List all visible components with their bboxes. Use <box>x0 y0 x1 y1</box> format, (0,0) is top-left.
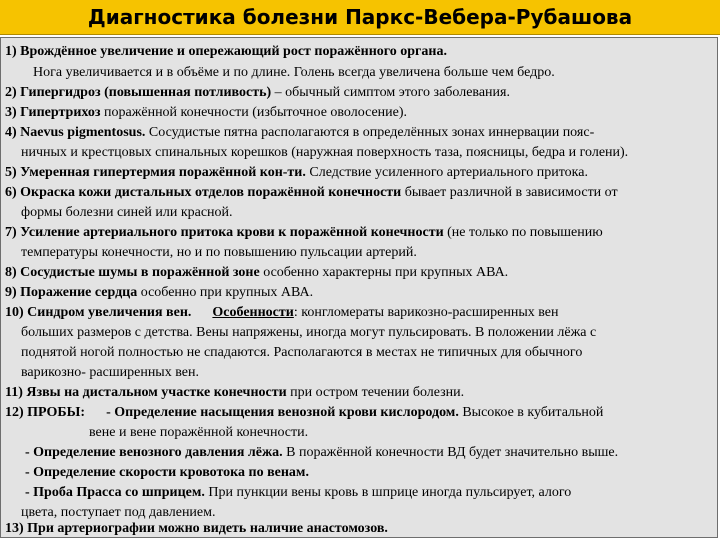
line-21: - Определение венозного давления лёжа. В поражённой конечности ВД будет значительно выше. <box>25 445 619 460</box>
line-6: ничных и крестцовых спинальных корешков (наружная поверхность таза, поясницы, бедра и голени). <box>21 145 629 160</box>
line-23: - Проба Прасса со шприцем. При пункции вены кровь в шприце иногда пульсирует, алого <box>25 485 572 500</box>
probe-text: Высокое в кубитальной <box>458 405 604 420</box>
line-13: 9) Поражение сердца особенно при крупных АВА. <box>5 285 314 300</box>
line-3: 2) Гипергидроз (повышенная потливость) – обычный симптом этого заболевания. <box>5 85 510 100</box>
line-5: 4) Naevus pigmentosus. Сосудистые пятна располагаются в определённых зонах иннервации пояс- <box>5 125 595 140</box>
line-20: вене и вене поражённой конечности. <box>89 425 309 440</box>
line-8: 6) Окраска кожи дистальных отделов поражённой конечности бывает различной в зависимости от <box>5 185 618 200</box>
line-25: 13) При артериографии можно видеть наличие анастомозов. <box>5 521 388 536</box>
line-9: формы болезни синей или красной. <box>21 205 233 220</box>
line-14: 10) Синдром увеличения вен. Особенности: конгломераты варикозно-расширенных вен <box>5 305 559 320</box>
line-7: 5) Умеренная гипертермия поражённой кон-ти. Следствие усиленного артериального притока. <box>5 165 588 180</box>
line-12: 8) Сосудистые шумы в поражённой зоне особенно характерны при крупных АВА. <box>5 265 509 280</box>
title-text: Диагностика болезни Паркс-Вебера-Рубашова <box>87 5 633 29</box>
line-17: варикозно- расширенных вен. <box>21 365 199 380</box>
features-text: : конгломераты варикозно-расширенных вен <box>293 305 559 320</box>
line-10: 7) Усиление артериального притока крови к поражённой конечности (не только по повышению <box>5 225 603 240</box>
line-1: 1) Врождённое увеличение и опережающий рост поражённого органа. <box>5 44 447 59</box>
slide-title <box>0 0 720 35</box>
line-2: Нога увеличивается и в объёме и по длине. Голень всегда увеличена больше чем бедро. <box>33 65 555 80</box>
line-16: поднятой ногой полностью не спадаются. Располагаются в местах не типичных для обычного <box>21 345 583 360</box>
probe-label: - Определение насыщения венозной крови кислородом. <box>106 405 459 420</box>
line-15: больших размеров с детства. Вены напряжены, иногда могут пульсировать. В положении лёжа с <box>21 325 597 340</box>
line-24: цвета, поступает под давлением. <box>21 505 216 520</box>
line-22: - Определение скорости кровотока по венам. <box>25 465 309 480</box>
line-11: температуры конечности, но и по повышению пульсации артерий. <box>21 245 417 260</box>
features-label: Особенности <box>212 305 294 320</box>
line-4: 3) Гипертрихоз поражённой конечности (избыточное оволосение). <box>5 105 408 120</box>
line-19: 12) ПРОБЫ: - Определение насыщения венозной крови кислородом. Высокое в кубитальной <box>5 405 604 420</box>
line-18: 11) Язвы на дистальном участке конечности при остром течении болезни. <box>5 385 465 400</box>
